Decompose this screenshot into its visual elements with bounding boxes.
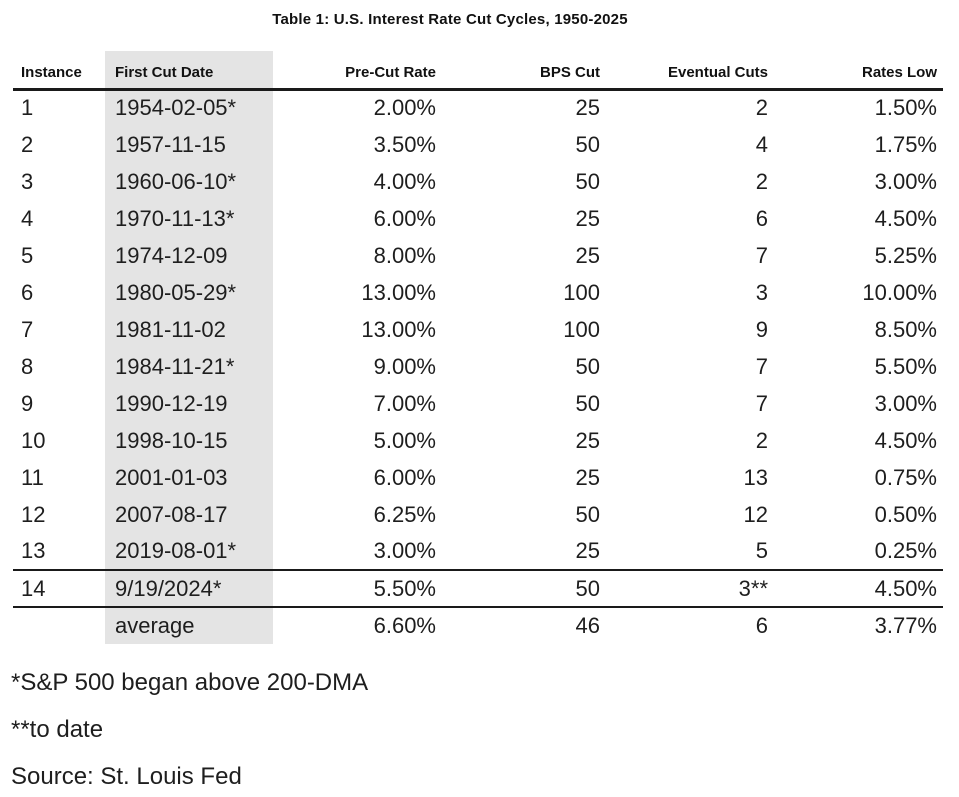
cell-pre-cut-rate: 2.00% (373, 95, 436, 121)
cell-bps-cut: 25 (575, 538, 600, 563)
cell-bps-cut: 25 (575, 205, 600, 231)
cell-bps-cut: 25 (575, 427, 600, 453)
cell-pre-cut-rate: 6.25% (373, 501, 436, 527)
cell-bps-cut: 25 (575, 95, 600, 121)
cell-eventual-cuts: 7 (755, 353, 768, 379)
cell-bps-cut: 25 (575, 464, 600, 490)
cell-first-cut-date: 2007-08-17 (105, 496, 273, 533)
table-row (13, 126, 943, 163)
table-row (13, 200, 943, 237)
cell-pre-cut-rate: 3.50% (373, 131, 436, 157)
cell-first-cut-date: 1984-11-21* (105, 348, 273, 385)
footnotes (11, 669, 959, 791)
cell-rates-low: 8.50% (874, 316, 937, 342)
cell-pre-cut-rate: 5.00% (373, 427, 436, 453)
cell-first-cut-date: 1974-12-09 (105, 237, 273, 274)
cell-instance: 5 (21, 242, 34, 268)
cell-bps-cut: 50 (575, 390, 600, 416)
cell-eventual-cuts: 6 (755, 205, 768, 231)
cell-bps-cut: 100 (563, 279, 600, 305)
cell-eventual-cuts: 7 (755, 390, 768, 416)
cell-first-cut-date: 1990-12-19 (105, 385, 273, 422)
cell-pre-cut-rate: 4.00% (373, 168, 436, 194)
cell-bps-cut: 50 (575, 131, 600, 157)
cell-first-cut-date: 1980-05-29* (105, 274, 273, 311)
average-body (13, 607, 943, 644)
table-row (13, 422, 943, 459)
table-row (13, 533, 943, 570)
column-header-instance: Instance (21, 63, 82, 81)
cell-instance: 12 (21, 501, 46, 527)
table-row (13, 274, 943, 311)
footnote-todate: **to date (11, 716, 104, 743)
cell-eventual-cuts: 3 (755, 279, 768, 305)
cell-instance: 9 (21, 390, 34, 416)
cell-rates-low: 3.00% (874, 168, 937, 194)
table-row (13, 237, 943, 274)
cell-pre-cut-rate: 6.60% (373, 613, 436, 638)
cell-rates-low: 4.50% (874, 205, 937, 231)
cell-instance: 3 (21, 168, 34, 194)
cell-first-cut-date: 2001-01-03 (105, 459, 273, 496)
cell-rates-low: 4.50% (874, 427, 937, 453)
cell-instance: 11 (21, 464, 44, 490)
table-row (13, 163, 943, 200)
source-line: Source: St. Louis Fed (11, 763, 242, 790)
column-header-rates-low: Rates Low (861, 63, 937, 81)
cell-eventual-cuts: 4 (755, 131, 768, 157)
column-header-pre-cut-rate: Pre-Cut Rate (345, 63, 436, 81)
cell-rates-low: 5.50% (874, 353, 937, 379)
cell-bps-cut: 100 (563, 316, 600, 342)
cell-eventual-cuts: 7 (755, 242, 768, 268)
cell-eventual-cuts: 2 (755, 427, 768, 453)
cell-rates-low: 0.75% (874, 464, 937, 490)
table-header (13, 51, 943, 89)
cell-instance: 8 (21, 353, 34, 379)
cell-instance (13, 607, 105, 644)
cell-instance: 2 (21, 131, 34, 157)
cell-pre-cut-rate: 13.00% (361, 279, 436, 305)
cell-pre-cut-rate: 9.00% (373, 353, 436, 379)
cell-bps-cut: 50 (575, 168, 600, 194)
cell-first-cut-date: average (105, 607, 273, 644)
cell-eventual-cuts: 2 (755, 168, 768, 194)
table-row (13, 385, 943, 422)
cell-bps-cut: 50 (575, 501, 600, 527)
cell-first-cut-date: 9/19/2024* (105, 570, 273, 607)
current-cycle-row (13, 570, 943, 607)
cell-eventual-cuts: 3** (738, 575, 768, 601)
cell-first-cut-date: 1981-11-02 (105, 311, 273, 348)
cell-instance: 13 (21, 538, 46, 563)
cell-instance: 1 (21, 95, 34, 121)
rate-cut-cycles-table (13, 51, 943, 644)
cell-eventual-cuts: 13 (743, 464, 768, 490)
table-body (13, 89, 943, 570)
cell-pre-cut-rate: 13.00% (361, 316, 436, 342)
cell-instance: 7 (21, 316, 34, 342)
cell-rates-low: 0.50% (874, 501, 937, 527)
column-header-eventual-cuts: Eventual Cuts (667, 63, 768, 81)
current-cycle-body (13, 570, 943, 607)
cell-rates-low: 4.50% (874, 575, 937, 601)
cell-bps-cut: 46 (575, 613, 600, 638)
cell-eventual-cuts: 6 (755, 613, 768, 638)
cell-instance: 14 (21, 575, 46, 601)
cell-pre-cut-rate: 6.00% (373, 205, 436, 231)
cell-first-cut-date: 2019-08-01* (105, 533, 273, 570)
header-row (13, 51, 943, 89)
cell-instance: 6 (21, 279, 34, 305)
cell-eventual-cuts: 9 (755, 316, 768, 342)
cell-pre-cut-rate: 7.00% (373, 390, 436, 416)
cell-eventual-cuts: 12 (743, 501, 768, 527)
cell-pre-cut-rate: 3.00% (373, 538, 436, 563)
cell-rates-low: 3.77% (874, 613, 937, 638)
table-row (13, 311, 943, 348)
cell-rates-low: 5.25% (874, 242, 937, 268)
cell-rates-low: 1.50% (874, 95, 937, 121)
cell-instance: 4 (21, 205, 34, 231)
cell-first-cut-date: 1960-06-10* (105, 163, 273, 200)
cell-rates-low: 1.75% (874, 131, 937, 157)
cell-eventual-cuts: 5 (755, 538, 768, 563)
cell-rates-low: 3.00% (874, 390, 937, 416)
cell-first-cut-date: 1970-11-13* (105, 200, 273, 237)
cell-bps-cut: 50 (575, 353, 600, 379)
table-row (13, 459, 943, 496)
page-title: Table 1: U.S. Interest Rate Cut Cycles, 1950-2025 (272, 11, 628, 28)
table-row (13, 496, 943, 533)
table-row (13, 89, 943, 126)
cell-pre-cut-rate: 6.00% (373, 464, 436, 490)
cell-rates-low: 0.25% (874, 538, 937, 563)
average-row (13, 607, 943, 644)
column-header-bps-cut: BPS Cut (540, 63, 600, 81)
cell-bps-cut: 50 (575, 575, 600, 601)
table-row (13, 348, 943, 385)
cell-first-cut-date: 1954-02-05* (105, 89, 273, 126)
cell-first-cut-date: 1957-11-15 (105, 126, 273, 163)
column-header-first-cut-date: First Cut Date (105, 51, 273, 89)
cell-pre-cut-rate: 8.00% (373, 242, 436, 268)
footnote-sp500: *S&P 500 began above 200-DMA (11, 669, 369, 696)
cell-eventual-cuts: 2 (755, 95, 768, 121)
cell-bps-cut: 25 (575, 242, 600, 268)
cell-pre-cut-rate: 5.50% (373, 575, 436, 601)
cell-instance: 10 (21, 427, 46, 453)
cell-rates-low: 10.00% (862, 279, 937, 305)
cell-first-cut-date: 1998-10-15 (105, 422, 273, 459)
